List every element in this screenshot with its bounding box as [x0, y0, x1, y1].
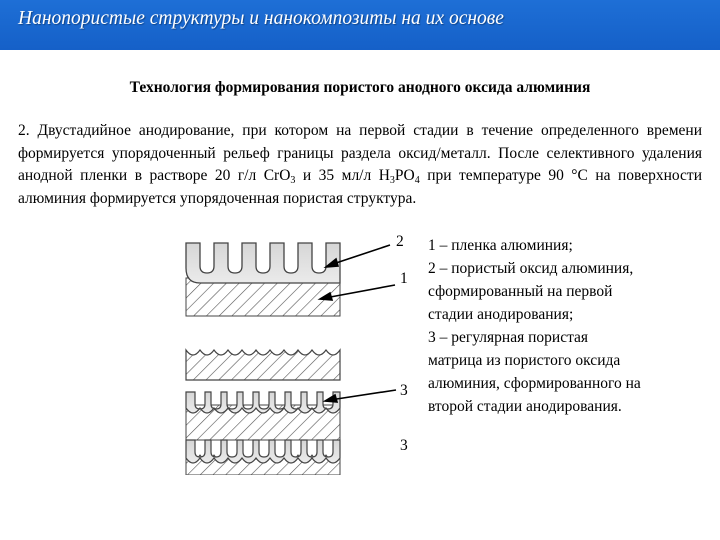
paragraph-letter-o: O	[279, 167, 291, 184]
paragraph-sub-3: 4	[414, 175, 420, 186]
header-bar	[0, 0, 720, 50]
diagram-label-3b: 3	[400, 437, 408, 454]
legend-line: сформированный на первой	[428, 283, 613, 300]
paragraph-sub-1: 3	[290, 175, 296, 186]
panel-regular-matrix	[186, 440, 340, 475]
legend-line: стадии анодирования;	[428, 306, 574, 323]
anodizing-diagram	[160, 225, 420, 475]
page-title: Нанопористые структуры и нанокомпозиты на их основе	[18, 8, 504, 29]
paragraph-part-2: и 35 мл/л H	[295, 167, 390, 184]
arrowhead-label-3	[325, 395, 337, 402]
diagram-legend	[428, 234, 718, 418]
legend-line: 2 – пористый оксид алюминия,	[428, 260, 634, 277]
legend-line: 3 – регулярная пористая	[428, 329, 589, 346]
paragraph-part-2-mid: PO	[394, 167, 415, 184]
legend-line: матрица из пористого оксида	[428, 352, 621, 369]
legend-line: 1 – пленка алюминия;	[428, 237, 573, 254]
legend-line: второй стадии анодирования.	[428, 398, 622, 415]
panel-second-anodizing	[186, 392, 340, 440]
slide-subtitle: Технология формирования пористого анодного оксида алюминия	[129, 79, 591, 96]
paragraph-part-1: 2. Двустадийное анодирование, при котором на первой стадии в течение определенного времени формируется упорядоченный рельеф границы раздела оксид/металл. После селективного удаления анодной пленки в растворе 20 г/л Cr	[18, 122, 702, 184]
diagram-label-3a: 3	[400, 382, 408, 399]
legend-line: алюминия, сформированного на	[428, 375, 641, 392]
panel-oxide-removed	[186, 350, 340, 380]
paragraph-sub-2: 3	[389, 175, 395, 186]
body-paragraph	[18, 120, 702, 210]
diagram-label-2: 2	[396, 233, 404, 250]
panel-first-anodizing	[186, 243, 340, 316]
paragraph-part-3: при температуре 90 °С на поверхности алюминия формируется упорядоченная пористая структура.	[18, 167, 703, 207]
diagram-label-1: 1	[400, 270, 408, 287]
